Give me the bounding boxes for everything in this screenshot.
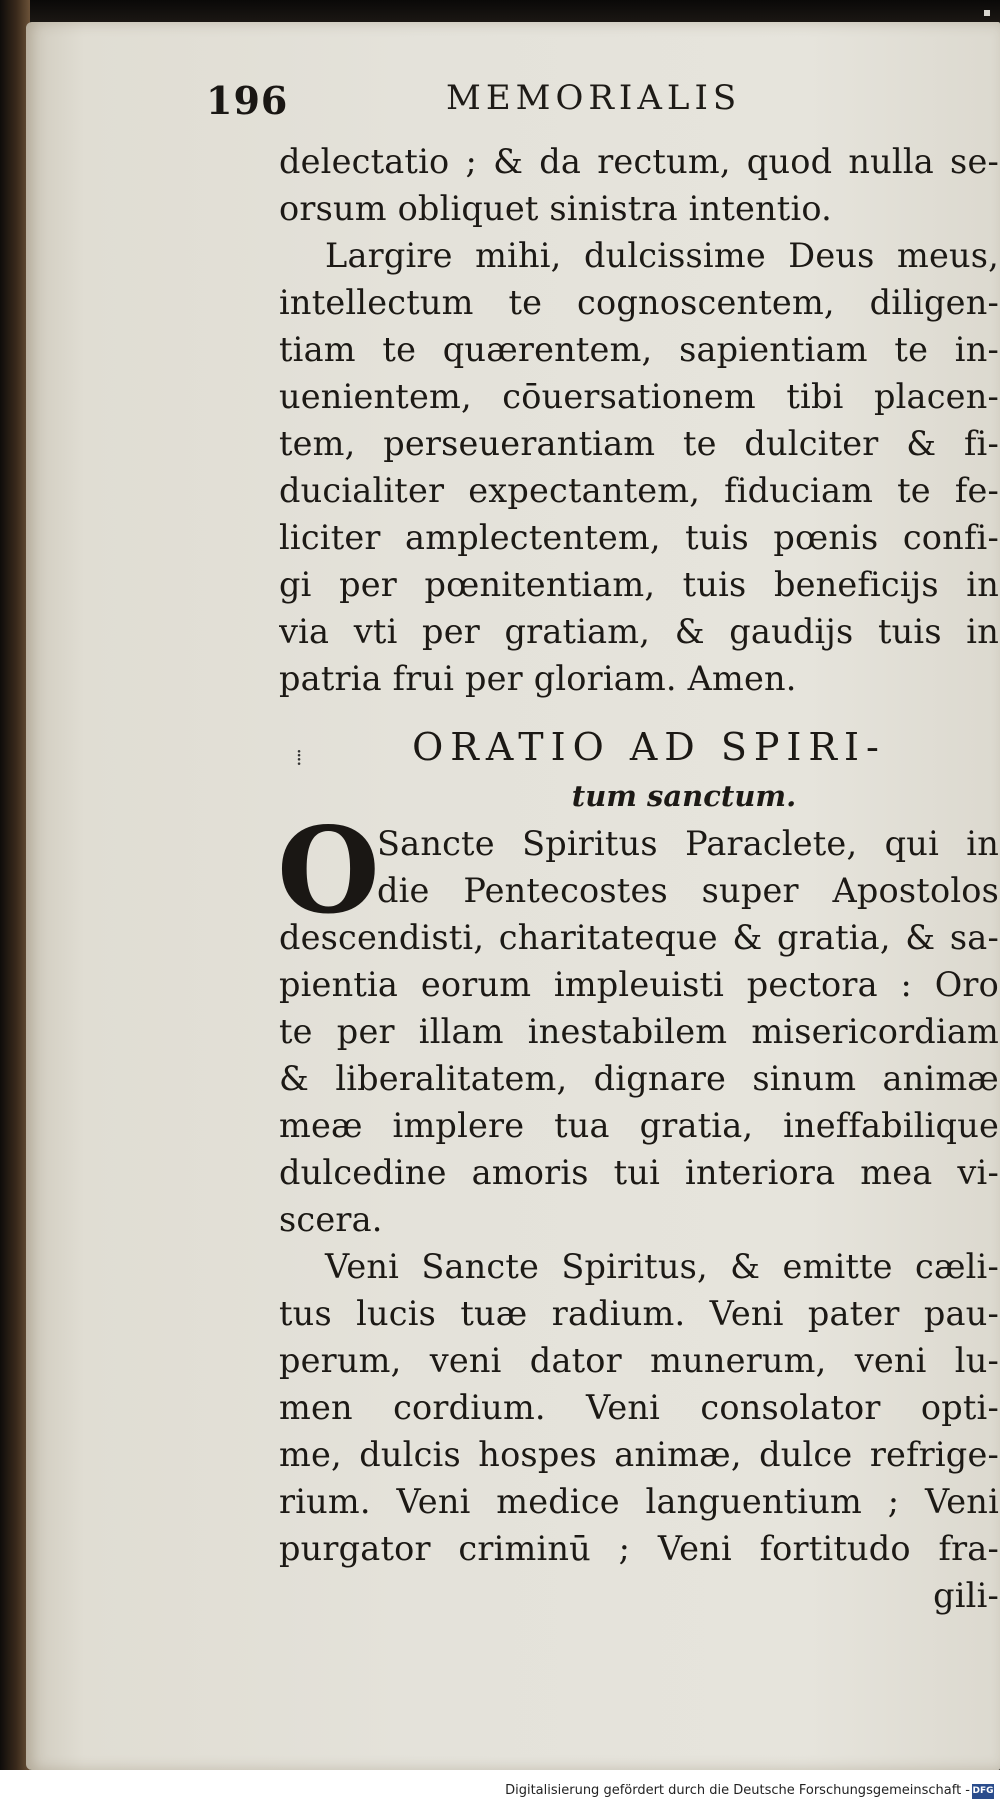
- paragraph-veni: [279, 1243, 999, 1572]
- page-header: [26, 70, 1000, 140]
- text-line: me, dulcis hospes animæ, dulce refrige-: [279, 1435, 999, 1474]
- footer-credit: Digitalisierung gefördert durch die Deutsche Forschungsgemeinschaft -: [505, 1783, 970, 1798]
- paragraph-oratio: [277, 801, 999, 1243]
- dfg-logo-icon: DFG: [972, 1784, 994, 1799]
- footer-bar: [0, 1770, 1000, 1806]
- text-line: & liberalitatem, dignare sinum animæ: [279, 1059, 999, 1098]
- text-line: Veni Sancte Spiritus, & emitte cæli-: [325, 1247, 999, 1286]
- text-line: meæ implere tua gratia, ineffabilique: [279, 1106, 999, 1145]
- text-line: pientia eorum impleuisti pectora : Oro: [279, 965, 999, 1004]
- page-number: 196: [206, 78, 289, 123]
- section-subheading: tum sanctum.: [571, 779, 797, 813]
- margin-mark: ⁞: [296, 746, 303, 771]
- text-block: [279, 138, 999, 1619]
- scan-corner-mark: [984, 10, 990, 16]
- text-line: purgator criminū ; Veni fortitudo fra-: [279, 1529, 999, 1568]
- text-line: delectatio ; & da rectum, quod nulla se-: [279, 142, 999, 181]
- text-line: scera.: [279, 1200, 383, 1239]
- text-line: ducialiter expectantem, fiduciam te fe-: [279, 471, 999, 510]
- text-line: orsum obliquet sinistra intentio.: [279, 189, 833, 228]
- text-line: dulcedine amoris tui interiora mea vi-: [279, 1153, 999, 1192]
- text-line: rium. Veni medice languentium ; Veni: [279, 1482, 999, 1521]
- paragraph-continuation: [279, 138, 999, 232]
- text-line: tem, perseuerantiam te dulciter & fi-: [279, 424, 999, 463]
- book-page: [26, 22, 1000, 1770]
- text-line: tus lucis tuæ radium. Veni pater pau-: [279, 1294, 999, 1333]
- text-line: liciter amplectentem, tuis pœnis confi-: [279, 518, 999, 557]
- text-line: patria frui per gloriam. Amen.: [279, 659, 797, 698]
- text-line: men cordium. Veni consolator opti-: [279, 1388, 999, 1427]
- section-heading: ORATIO AD SPIRI-: [412, 725, 886, 769]
- text-line: te per illam inestabilem misericordiam: [279, 1012, 999, 1051]
- paragraph-largire: [279, 232, 999, 702]
- catchword: gili-: [933, 1576, 999, 1615]
- running-head: MEMORIALIS: [446, 78, 742, 118]
- text-line: intellectum te cognoscentem, diligen-: [279, 283, 999, 322]
- text-line: Sancte Spiritus Paraclete, qui in: [377, 824, 999, 863]
- text-line: die Pentecostes super Apostolos: [377, 871, 999, 910]
- drop-cap: O: [277, 801, 380, 940]
- scan-border-top: [0, 0, 1000, 24]
- text-line: via vti per gratiam, & gaudijs tuis in: [279, 612, 999, 651]
- text-line: tiam te quærentem, sapientiam te in-: [279, 330, 999, 369]
- text-line: gi per pœnitentiam, tuis beneficijs in: [279, 565, 999, 604]
- text-line: uenientem, cōuersationem tibi placen-: [279, 377, 999, 416]
- text-line: Largire mihi, dulcissime Deus meus,: [325, 236, 999, 275]
- text-line: descendisti, charitateque & gratia, & sa-: [279, 918, 999, 957]
- text-line: perum, veni dator munerum, veni lu-: [279, 1341, 999, 1380]
